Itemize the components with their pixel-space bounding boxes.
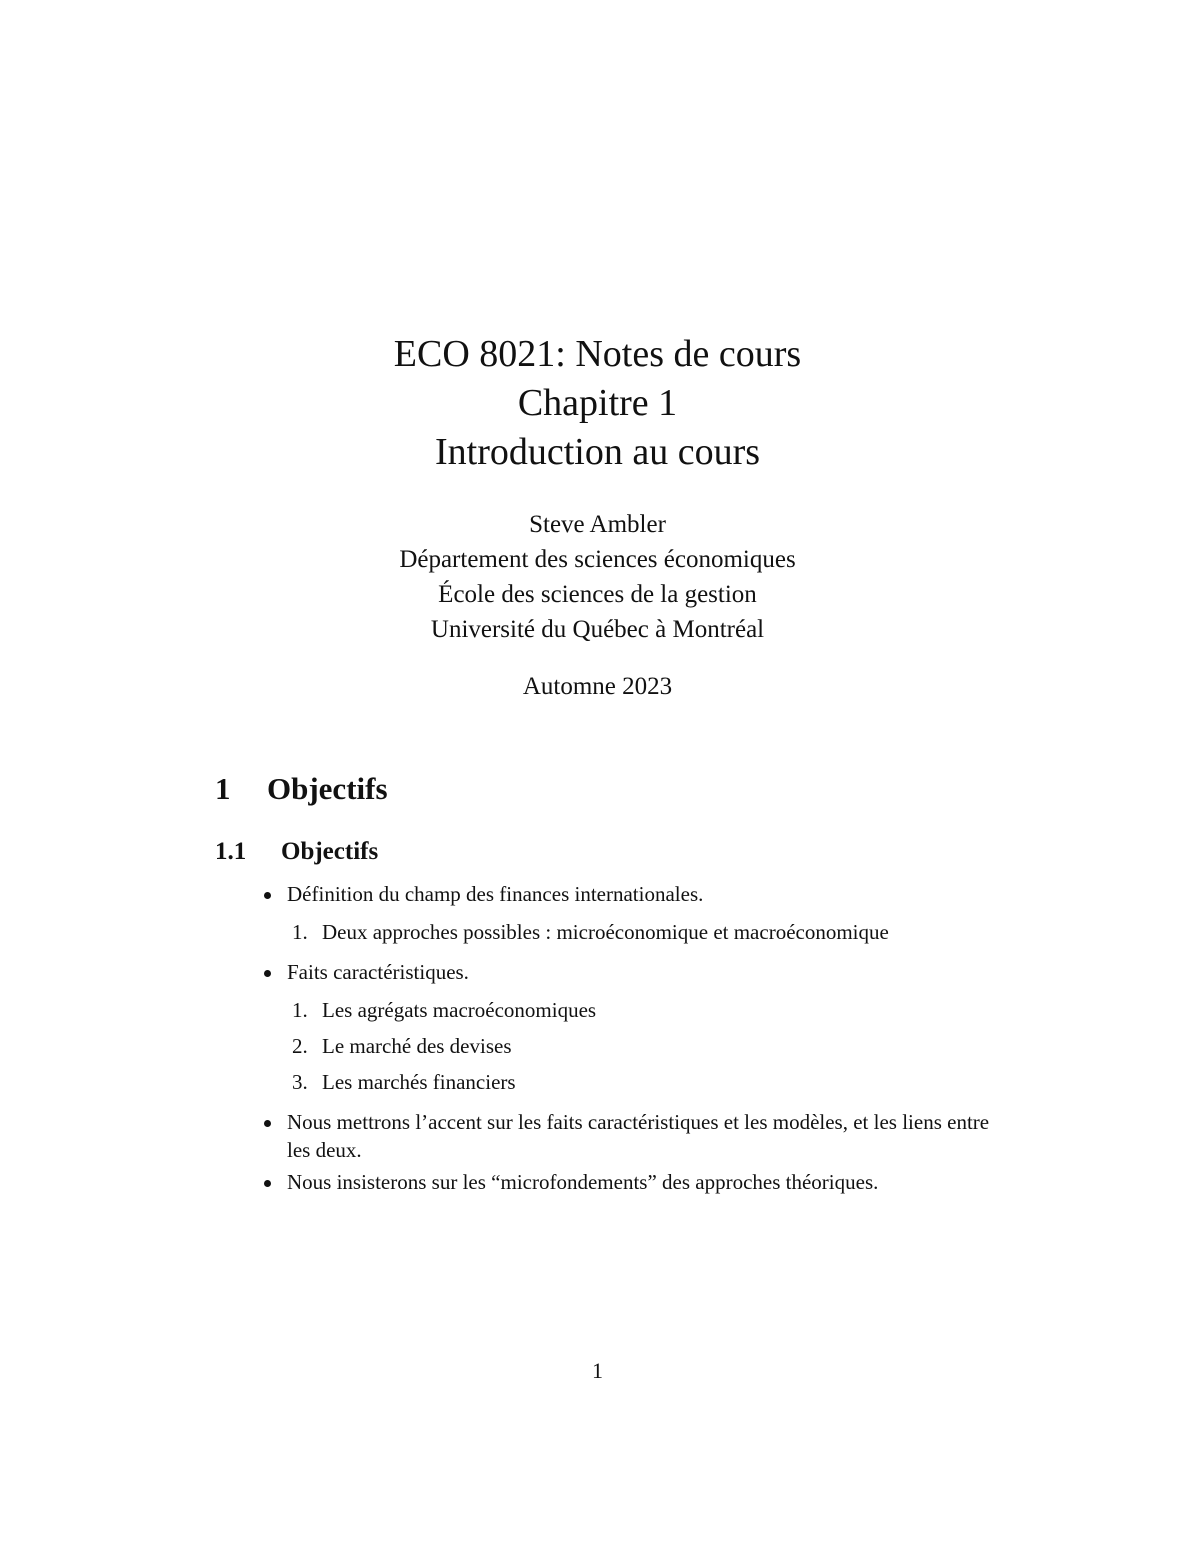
title-line-course: ECO 8021: Notes de cours bbox=[393, 333, 802, 375]
list-item bbox=[262, 880, 1002, 908]
section-number: 1 bbox=[215, 771, 231, 806]
list-item-text: Faits caractéristiques. bbox=[287, 960, 469, 984]
enumerated-list bbox=[262, 996, 1002, 1096]
author-school: École des sciences de la gestion bbox=[438, 581, 757, 608]
subsection-title: Objectifs bbox=[281, 838, 379, 865]
enum-item-text: Le marché des devises bbox=[322, 1034, 512, 1058]
author-block bbox=[0, 507, 1195, 647]
list-item-text: Définition du champ des finances internationales. bbox=[287, 882, 704, 906]
author-name: Steve Ambler bbox=[529, 511, 666, 538]
list-item-text: Nous insisterons sur les “microfondements” des approches théoriques. bbox=[287, 1170, 879, 1194]
author-university: Université du Québec à Montréal bbox=[430, 616, 765, 643]
bullet-icon bbox=[264, 1180, 271, 1187]
author-department: Département des sciences économiques bbox=[399, 546, 796, 573]
bullet-list bbox=[262, 880, 1002, 1196]
enum-item-text: Les agrégats macroéconomiques bbox=[322, 998, 597, 1022]
title-line-topic: Introduction au cours bbox=[434, 431, 761, 473]
title-block bbox=[0, 330, 1195, 477]
enum-item bbox=[262, 1032, 1002, 1060]
subsection-heading bbox=[215, 835, 378, 869]
bullet-icon bbox=[264, 892, 271, 899]
page-number: 1 bbox=[592, 1358, 603, 1383]
title-line-chapter: Chapitre 1 bbox=[517, 382, 678, 424]
list-item bbox=[262, 1108, 1002, 1164]
list-item-text: Nous mettrons l’accent sur les faits caractéristiques et les modèles, et les liens entre les deux. bbox=[287, 1110, 990, 1162]
subsection-number: 1.1 bbox=[215, 838, 247, 865]
bullet-icon bbox=[264, 970, 271, 977]
enum-item bbox=[262, 1068, 1002, 1096]
enumerated-list bbox=[262, 918, 1002, 946]
enum-number: 1. bbox=[292, 998, 308, 1022]
section-heading bbox=[215, 769, 388, 809]
enum-number: 1. bbox=[292, 920, 308, 944]
document-date: Automne 2023 bbox=[522, 673, 673, 700]
enum-item bbox=[262, 918, 1002, 946]
enum-item-text: Deux approches possibles : microéconomique et macroéconomique bbox=[322, 920, 889, 944]
list-item bbox=[262, 958, 1002, 986]
enum-number: 3. bbox=[292, 1070, 308, 1094]
enum-number: 2. bbox=[292, 1034, 308, 1058]
enum-item-text: Les marchés financiers bbox=[322, 1070, 516, 1094]
section-title: Objectifs bbox=[267, 771, 388, 806]
enum-item bbox=[262, 996, 1002, 1024]
list-item bbox=[262, 1168, 1002, 1196]
bullet-icon bbox=[264, 1120, 271, 1127]
